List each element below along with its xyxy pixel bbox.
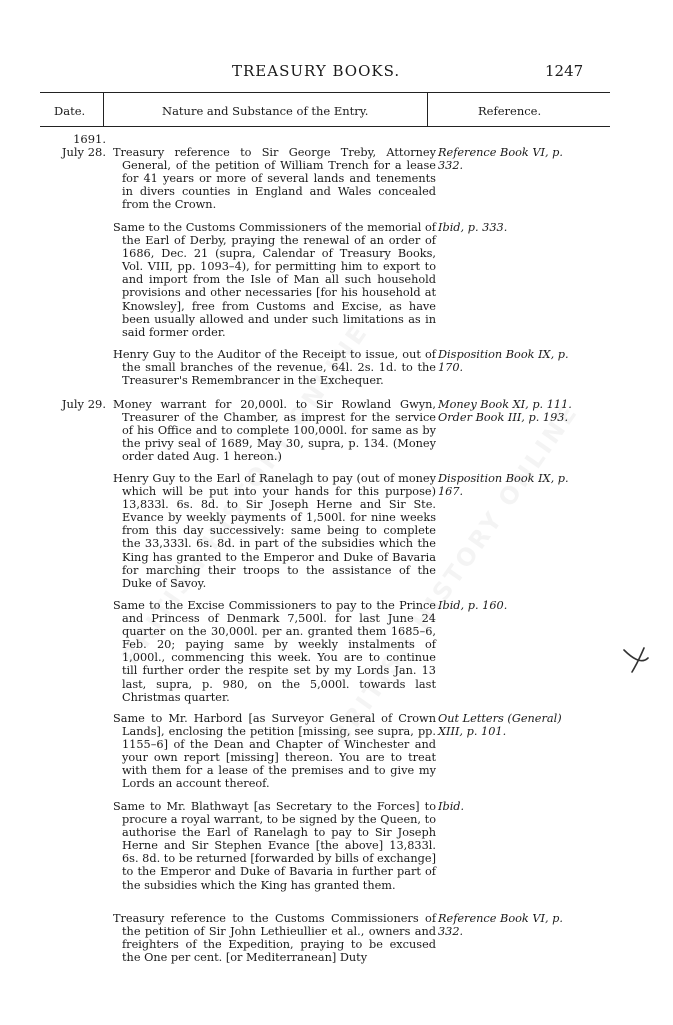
- column-divider: [427, 92, 428, 126]
- page-number: 1247: [545, 62, 584, 80]
- entry-text: Same to Mr. Blathwayt [as Secretary to the Forces] to procure a royal warrant, to be signed by the Queen, to authorise the Earl of Ranelagh to pay to Sir Joseph Herne and Sir Stephen Evance [the above] 13,833l. 6s. 8d. to be returned [forwarded by bills of exchange] to the Emperor and Duke of Bavaria in further part of the subsidies which the King has granted them.: [113, 800, 436, 892]
- column-header-nature: Nature and Substance of the Entry.: [162, 104, 369, 118]
- entry-text: Henry Guy to the Auditor of the Receipt to issue, out of the small branches of the revenue, 64l. 2s. 1d. to the Treasurer's Remembrancer in the Exchequer.: [113, 348, 436, 388]
- running-head: [0, 62, 673, 82]
- entry-text: Money warrant for 20,000l. to Sir Rowland Gwyn, Treasurer of the Chamber, as imprest for the service of his Office and to complete 100,000l. for same as by the privy seal of 1689, May 30, supra, p. 134. (Money order dated Aug. 1 hereon.): [113, 398, 436, 464]
- column-header-date: Date.: [54, 104, 86, 118]
- entry-reference: Money Book XI, p. 111. Order Book III, p. 193.: [438, 398, 572, 425]
- entry-reference: Ibid, p. 160.: [438, 599, 508, 612]
- table-head-rule: [40, 126, 610, 127]
- entry-text: Henry Guy to the Earl of Ranelagh to pay (out of money which will be put into your hands for this purpose) 13,833l. 6s. 8d. to Sir Joseph Herne and Sir Ste. Evance by weekly payments of 1,500l. for nine weeks from this day successively: same being to complete the 33,333l. 6s. 8d. in part of the subsidies which the King has granted to the Emperor and Duke of Bavaria for marching their troops to the assistance of the Duke of Savoy.: [113, 472, 436, 590]
- entry-reference: Ibid.: [438, 800, 465, 813]
- entry-year: 1691.: [73, 132, 106, 146]
- entry-reference: Disposition Book IX, p. 167.: [438, 472, 569, 499]
- page-title: TREASURY BOOKS.: [232, 62, 401, 80]
- entry-reference: Ibid, p. 333.: [438, 221, 508, 234]
- entry-text: Same to the Excise Commissioners to pay to the Prince and Princess of Denmark 7,500l. for last June 24 quarter on the 30,000l. per an. granted them 1685–6, Feb. 20; paying same by weekly instalments of 1,000l., commencing this week. You are to continue till further order the respite set by my Lords Jan. 13 last, supra, p. 980, on the 5,000l. towards last Christmas quarter.: [113, 599, 436, 704]
- column-header-reference: Reference.: [478, 104, 542, 118]
- entry-date: July 28.: [61, 145, 106, 159]
- entry-text: Treasury reference to the Customs Commissioners of the petition of Sir John Lethieullier et al., owners and freighters of the Expedition, praying to be excused the One per cent. [or Mediterranean] Duty: [113, 912, 436, 965]
- entry-reference: Reference Book VI, p. 332.: [438, 912, 563, 939]
- entry-reference: Out Letters (General) XIII, p. 101.: [438, 712, 562, 739]
- entry-text: Same to Mr. Harbord [as Surveyor General of Crown Lands], enclosing the petition [missing, see supra, pp. 1155–6] of the Dean and Chapter of Winchester and your own report [missing] thereon. You are to treat with them for a lease of the premises and to give my Lords an account thereof.: [113, 712, 436, 791]
- table-top-rule: [40, 92, 610, 93]
- column-divider: [103, 92, 104, 126]
- entry-text: Treasury reference to Sir George Treby, Attorney General, of the petition of William Trench for a lease for 41 years or more of several lands and tenements in divers counties in England and Wales concealed from the Crown.: [113, 146, 436, 212]
- entry-date: July 29.: [61, 397, 106, 411]
- entry-reference: Disposition Book IX, p. 170.: [438, 348, 569, 375]
- handwritten-mark-icon: [618, 640, 654, 676]
- entry-text: Same to the Customs Commissioners of the memorial of the Earl of Derby, praying the renewal of an order of 1686, Dec. 21 (supra, Calendar of Treasury Books, Vol. VIII, pp. 1093–4), for permitting him to export to and import from the Isle of Man all such household provisions and other necessaries [for his household at Knowsley], free from Customs and Excise, as have been usually allowed and under such limitations as in said former order.: [113, 221, 436, 339]
- entry-reference: Reference Book VI, p. 332.: [438, 146, 563, 173]
